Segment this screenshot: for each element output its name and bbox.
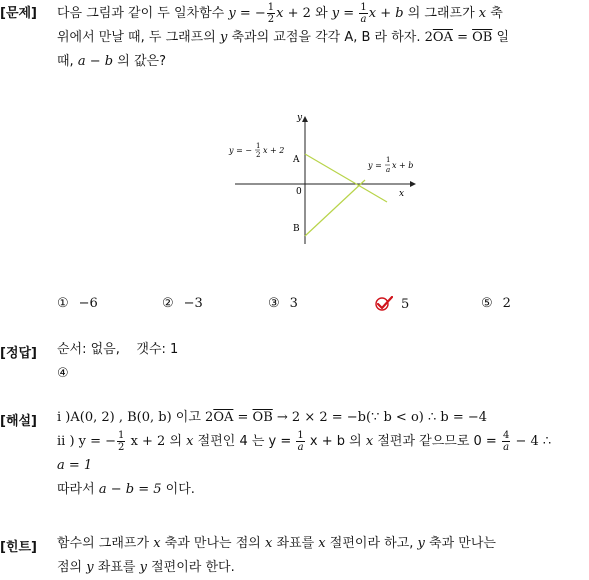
problem-text-span: 의 값은? [117,54,166,69]
origin-label: 0 [296,187,302,197]
section-label-answer: [정답] [0,346,37,361]
point-a-label: A [293,155,300,165]
solution-line-ii: ii ) y = − $\frac{1}{2}$ x + 2 의 x 절편인 4 는 y = $\frac{1}{a}$ x + b 의 x 절편과 같으므로 0 = $\frac{4}{a}$ − 4 ∴ [57,430,552,453]
line2-fraction-num: 1 [386,156,391,164]
choice-4[interactable] [375,296,409,312]
point-b-label: B [293,224,300,234]
line2-equation-label: y = [368,161,382,170]
section-label-solution: [해설] [0,414,37,429]
choice-5-value: 2 [502,296,511,311]
problem-text-span: 일 [496,30,510,45]
hint-text-span: 좌표를 [276,536,315,551]
solution-text-span: − 4 ∴ [515,434,552,449]
choice-2-value: −3 [183,296,203,311]
problem-text [57,2,585,74]
solution-text-span: x + 2 의 [130,434,183,449]
hint-line-2: 점의 y 좌표를 y 절편이라 한다. [57,560,235,575]
choice-1-mark: ① [57,296,69,311]
section-label-problem: [문제] [0,6,37,21]
problem-line-3: 때, a − b 의 값은? [57,54,166,69]
solution-text-span: i )A(0, 2) , B(0, b) 이고 [57,410,201,425]
solution-text-span: → 2 × 2 = −b(∵ b < o) ∴ b = −4 [276,410,488,425]
line-y-x-over-a-plus-b [305,180,365,236]
x-axis-label: x [399,189,405,199]
line1-equation-label: y = − [229,146,253,155]
line1-fraction-den: 2 [256,151,261,159]
choice-3-mark: ③ [268,296,280,311]
choice-5[interactable] [481,296,511,311]
hint-text-span: 좌표를 [97,560,136,575]
line1-fraction-num: 1 [256,142,261,150]
solution-text-span: 절편인 4 는 y = [197,434,292,449]
hint-text-span: 축과 만나는 [429,536,496,551]
hint-line-1: 함수의 그래프가 x 축과 만나는 점의 x 좌표를 x 절편이라 하고, y 축과 만나는 [57,536,496,551]
graph-figure [225,110,425,250]
problem-line-1: 다음 그림과 같이 두 일차함수 y = − $\frac{1}{2}$ x + 2 와 y = $\frac{1}{a}$ x + b 의 그래프가 x 축 [57,2,503,25]
choice-1[interactable] [57,296,98,311]
hint-text-span: 절편이라 한다. [151,560,235,575]
problem-text-span: 다음 그림과 같이 두 일차함수 [57,6,225,21]
solution-line-i: i )A(0, 2) , B(0, b) 이고 $2\overline{OA} = \overline{OB} \to 2 \times 2$ = −b(∵ b < o) ∴ b = −4 [57,410,488,425]
choice-4-mark [375,296,391,312]
line2-fraction-den: a [386,166,391,174]
choice-5-mark: ⑤ [481,296,493,311]
x-axis-arrow-icon [410,181,416,187]
problem-text-span: 때, [57,54,74,69]
hint-text-span: 함수의 그래프가 [57,536,150,551]
choice-2[interactable] [162,296,203,311]
solution-text-span: a − b = 5 [98,482,162,497]
problem-text-span: 와 [315,6,328,21]
choice-1-value: −6 [78,296,98,311]
solution-text-span: 따라서 [57,482,95,497]
hint-text-span: 축과 만나는 점의 [164,536,261,551]
solution-text [57,406,585,502]
answer-line-2: ④ [57,366,69,381]
choice-3[interactable] [268,296,298,311]
problem-text-span: 축과의 교점을 각각 A, B 라 하자. [231,30,421,45]
choice-4-value: 5 [401,296,410,312]
solution-text-span: x + b 의 [309,434,362,449]
problem-text-span: 축 [490,6,503,21]
choice-3-value: 3 [289,296,298,311]
answer-line-1: 순서: 없음, 갯수: 1 [57,342,179,357]
solution-conclusion [57,478,585,502]
hint-text-span: 절편이라 하고, [329,536,414,551]
problem-line-2: 위에서 만날 때, 두 그래프의 y 축과의 교점을 각각 A, B 라 하자. $2\overline{OA} = \overline{OB}$ 일 [57,30,510,45]
hint-text [57,532,585,580]
problem-text-span: 의 그래프가 [407,6,475,21]
solution-text-span: 이다. [165,482,195,497]
line2-equation-tail: x + b [392,161,414,170]
solution-text-span: ii ) y = − [57,434,117,449]
check-icon [375,296,393,312]
y-axis-label: y [297,113,303,123]
solution-line-a-value: a = 1 [57,458,93,473]
solution-text-span: 절편과 같으므로 0 = [377,434,497,449]
y-axis-arrow-icon [302,116,308,122]
choice-2-mark: ② [162,296,174,311]
line1-equation-tail: x + 2 [263,146,285,155]
problem-text-span: 위에서 만날 때, 두 그래프의 [57,30,216,45]
section-label-hint: [힌트] [0,540,37,555]
answer-text [57,338,585,386]
hint-text-span: 점의 [57,560,83,575]
